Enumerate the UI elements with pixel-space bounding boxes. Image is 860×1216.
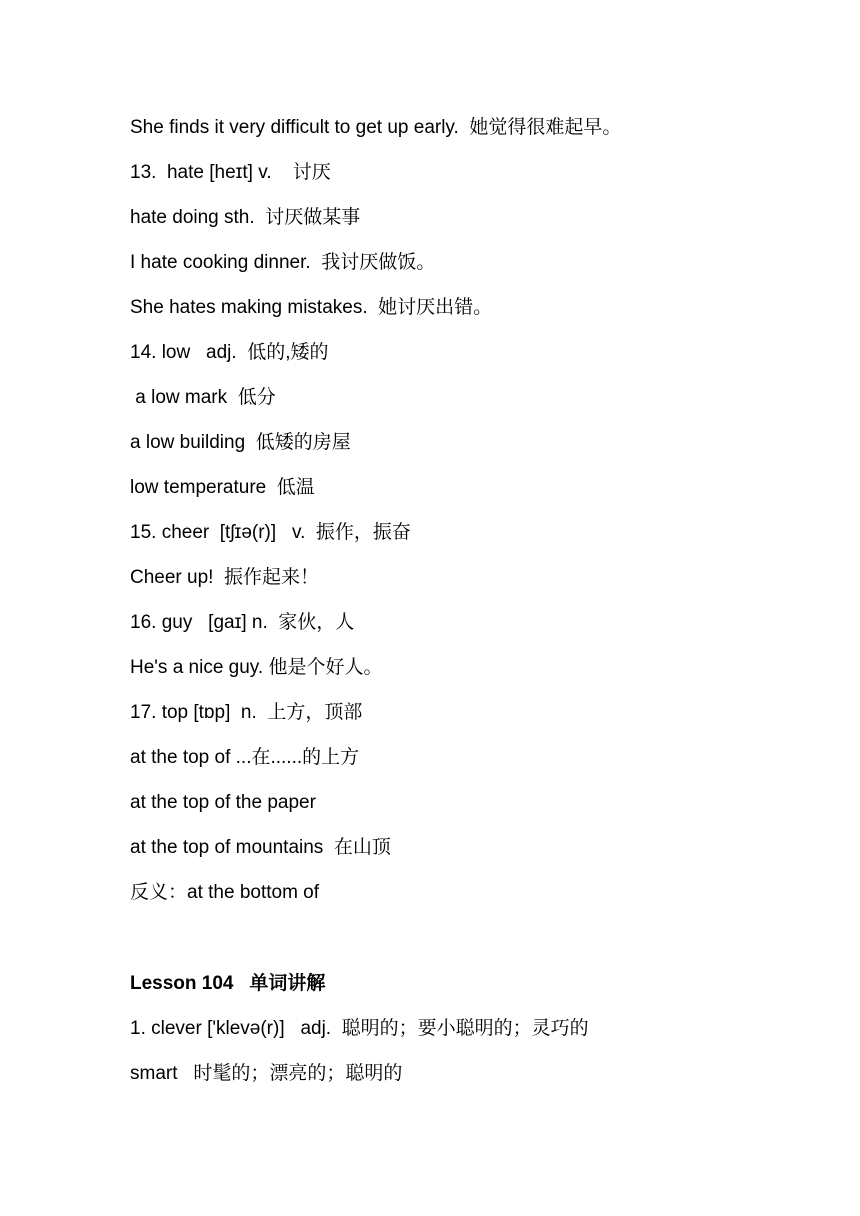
example-hate-cooking: I hate cooking dinner. 我讨厌做饭。 xyxy=(130,252,436,273)
phrase-low-building: a low building 低矮的房屋 xyxy=(130,432,351,453)
antonym-bottom-of: 反义：at the bottom of xyxy=(130,882,320,903)
vocab-entry-cheer: 15. cheer [tʃɪə(r)] v. 振作，振奋 xyxy=(130,522,411,543)
vocab-entry-guy: 16. guy [gaɪ] n. 家伙，人 xyxy=(130,612,355,633)
phrase-hate-doing: hate doing sth. 讨厌做某事 xyxy=(130,207,361,228)
lesson-heading: Lesson 104 单词讲解 xyxy=(130,973,326,994)
document-body xyxy=(130,112,830,1103)
sentence-find-difficult: She finds it very difficult to get up early. 她觉得很难起早。 xyxy=(130,117,622,138)
example-cheer-up: Cheer up! 振作起来！ xyxy=(130,567,319,588)
vocab-entry-clever: 1. clever ['klevə(r)] adj. 聪明的；要小聪明的；灵巧的 xyxy=(130,1018,589,1039)
vocab-entry-smart: smart 时髦的；漂亮的；聪明的 xyxy=(130,1063,403,1084)
example-hates-mistakes: She hates making mistakes. 她讨厌出错。 xyxy=(130,297,493,318)
phrase-top-of-mountains: at the top of mountains 在山顶 xyxy=(130,837,391,858)
phrase-low-mark: a low mark 低分 xyxy=(130,387,276,408)
phrase-at-the-top-of: at the top of ...在......的上方 xyxy=(130,747,360,768)
section-gap xyxy=(130,922,830,968)
example-nice-guy: He's a nice guy. 他是个好人。 xyxy=(130,657,383,678)
phrase-top-of-paper: at the top of the paper xyxy=(130,792,316,813)
phrase-low-temperature: low temperature 低温 xyxy=(130,477,315,498)
vocab-entry-top: 17. top [tɒp] n. 上方，顶部 xyxy=(130,702,363,723)
vocab-entry-hate: 13. hate [heɪt] v. 讨厌 xyxy=(130,162,331,183)
vocab-entry-low: 14. low adj. 低的,矮的 xyxy=(130,342,329,363)
